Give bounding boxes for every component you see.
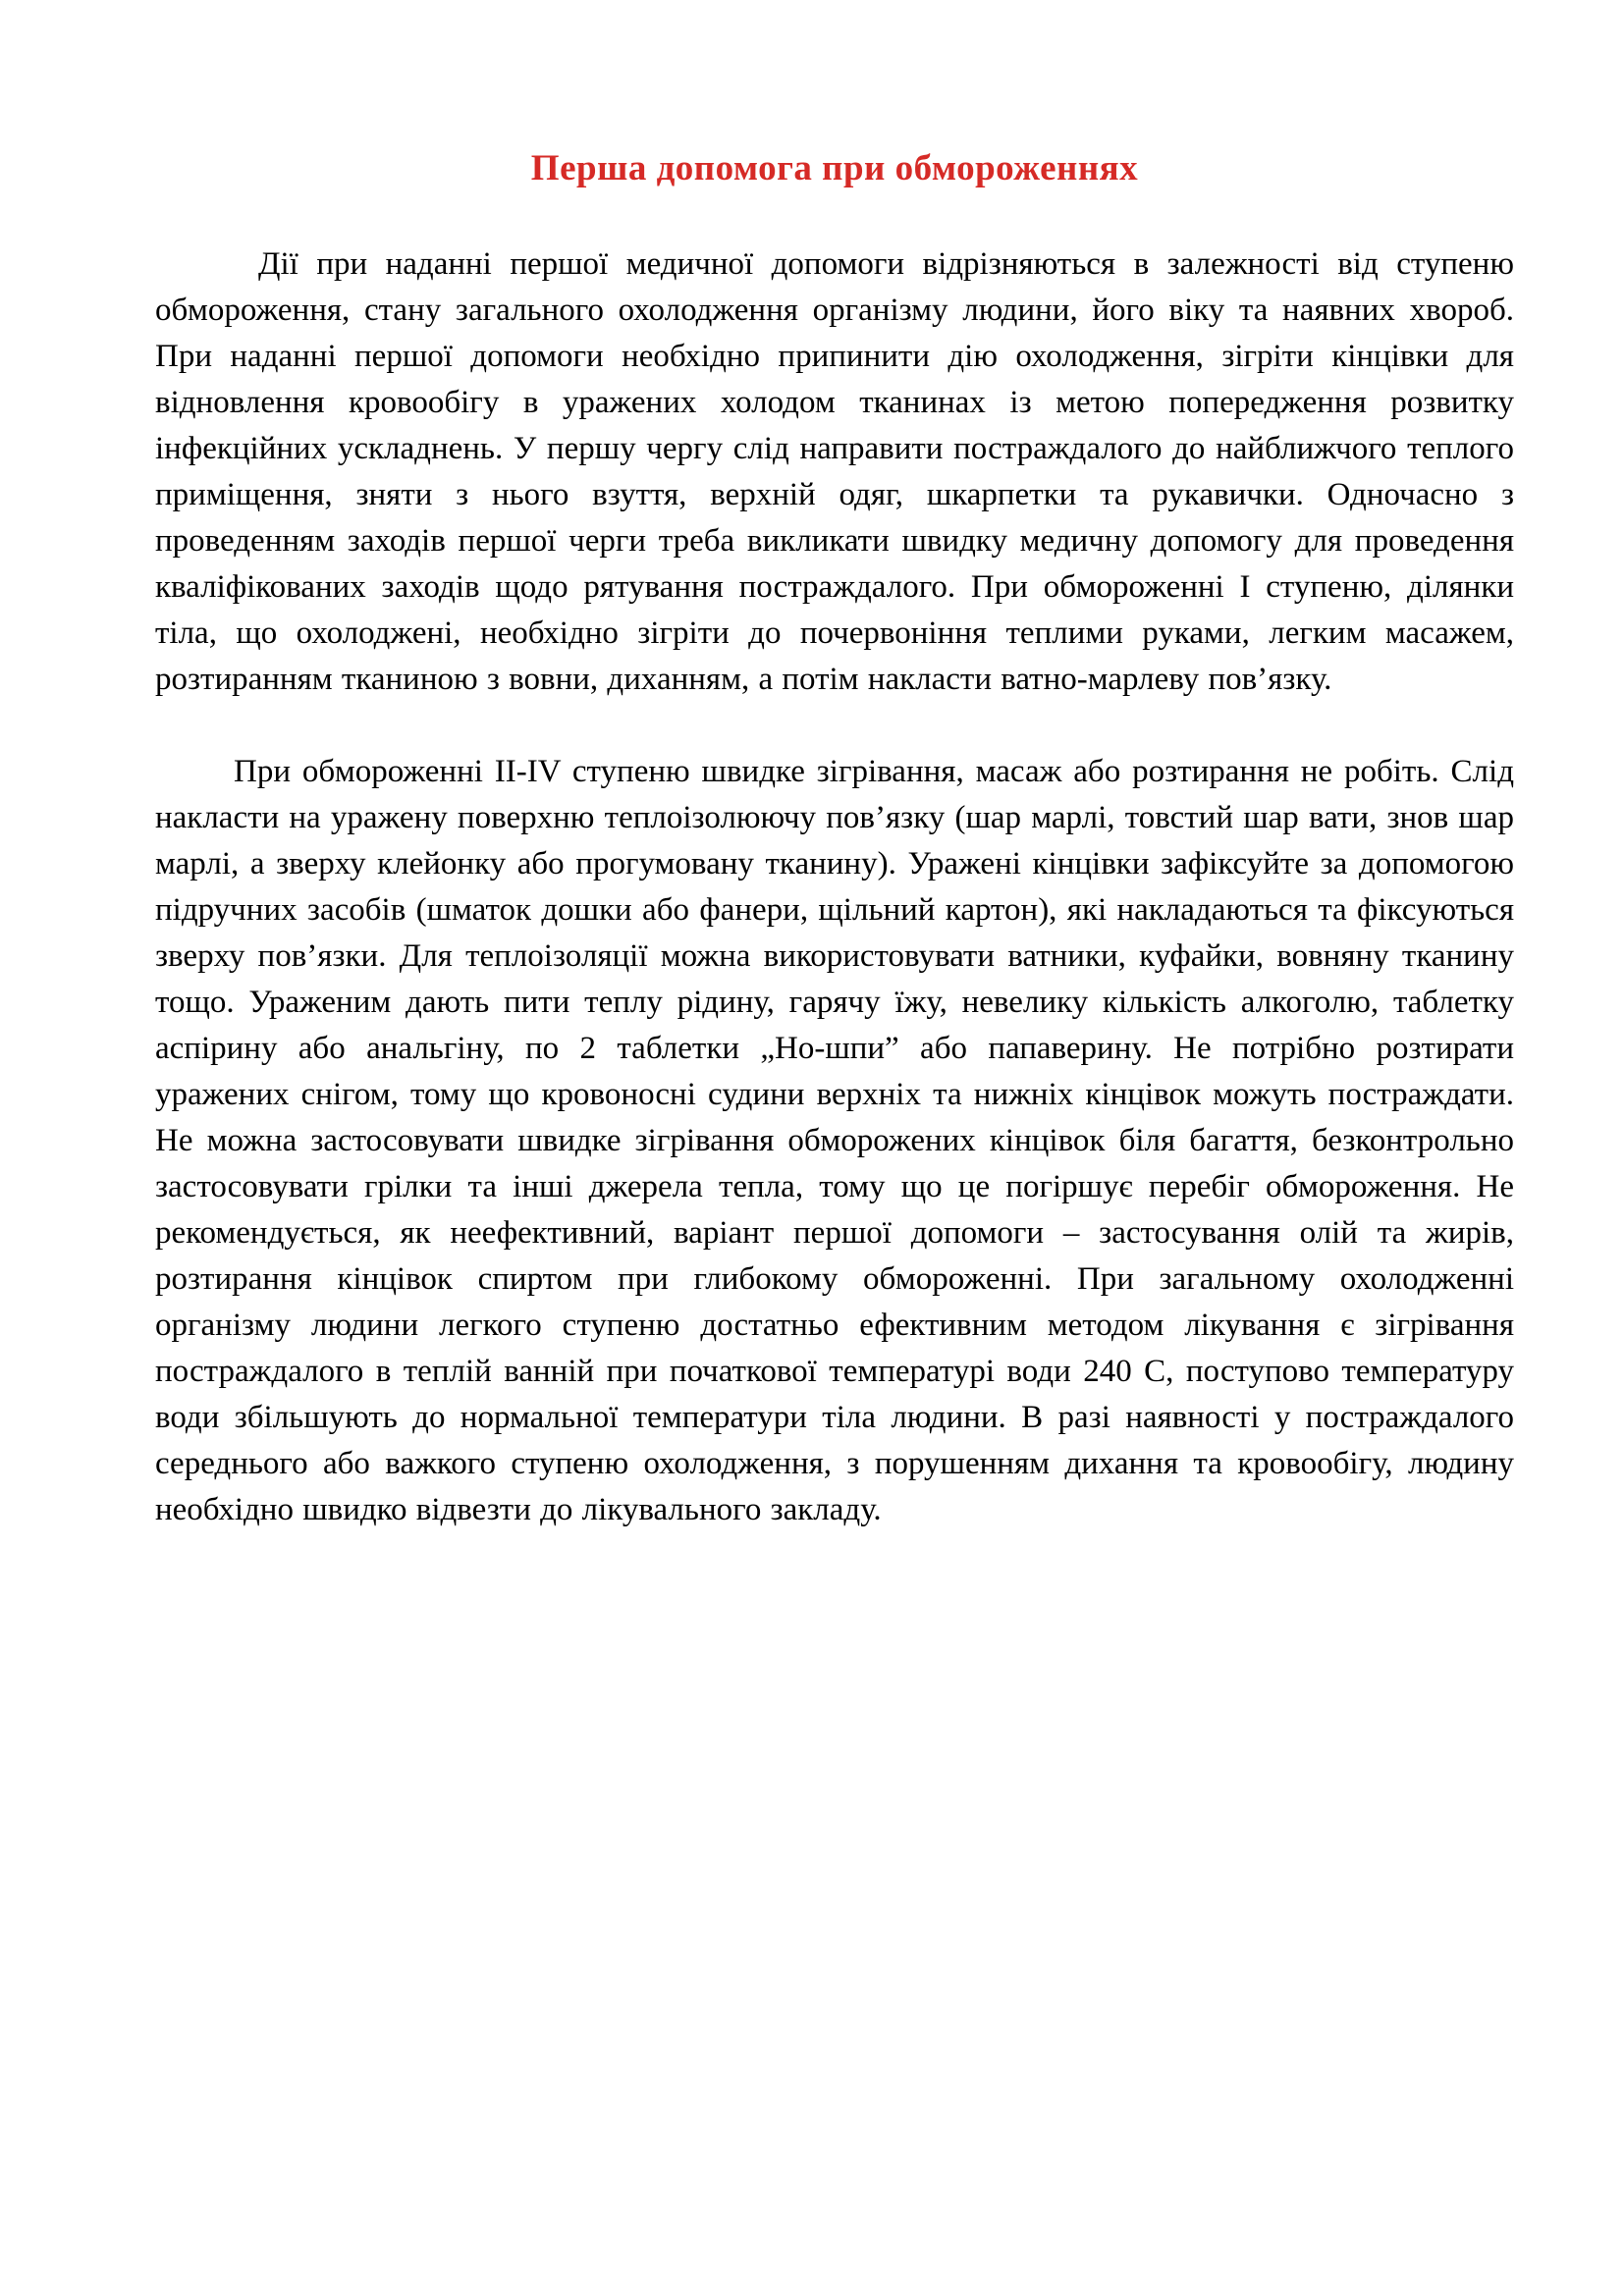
page-title: Перша допомога при обмороженнях — [530, 148, 1139, 188]
paragraph-first-aid-general: Дії при наданні першої медичної допомоги відрізняються в залежності від ступеню обмороження, стану загального охолодження організму людини, його віку та наявних хвороб. При наданні першої допомоги необхідно припинити дію охолодження, зігріти кінцівки для відновлення кровообігу в уражених холодом тканинах із метою попередження розвитку інфекційних ускладнень. У першу чергу слід направити постраждалого до найближчого теплого приміщення, зняти з нього взуття, верхній одяг, шкарпетки та рукавички. Одночасно з проведенням заходів першої черги треба викликати швидку медичну допомогу для проведення кваліфікованих заходів щодо рятування постраждалого. При обмороженні І ступеню, ділянки тіла, що охолоджені, необхідно зігріти до почервоніння теплими руками, легким масажем, розтиранням тканиною з вовни, диханням, а потім накласти ватно-марлеву пов’язку. — [155, 246, 1514, 697]
paragraph-frostbite-ii-iv: При обмороженні ІІ-ІV ступеню швидке зігрівання, масаж або розтирання не робіть. Слід накласти на уражену поверхню теплоізолюючу пов’язку (шар марлі, товстий шар вати, знов шар марлі, а зверху клейонку або прогумовану тканину). Уражені кінцівки зафіксуйте за допомогою підручних засобів (шматок дошки або фанери, щільний картон), які накладаються та фіксуються зверху пов’язки. Для теплоізоляції можна використовувати ватники, куфайки, вовняну тканину тощо. Ураженим дають пити теплу рідину, гарячу їжу, невелику кількість алкоголю, таблетку аспірину або анальгіну, по 2 таблетки „Но-шпи” або папаверину. Не потрібно розтирати уражених снігом, тому що кровоносні судини верхніх та нижніх кінцівок можуть постраждати. Не можна застосовувати швидке зігрівання обморожених кінцівок біля багаття, безконтрольно застосовувати грілки та інші джерела тепла, тому що це погіршує перебіг обмороження. Не рекомендується, як неефективний, варіант першої допомоги – застосування олій та жирів, розтирання кінцівок спиртом при глибокому обмороженні. При загальному охолодженні організму людини легкого ступеню достатньо ефективним методом лікування є зігрівання постраждалого в теплій ванній при початкової температурі води 240 С, поступово температуру води збільшують до нормальної температури тіла людини. В разі наявності у постраждалого середнього або важкого ступеню охолодження, з порушенням дихання та кровообігу, людину необхідно швидко відвезти до лікувального закладу. — [155, 754, 1514, 1527]
